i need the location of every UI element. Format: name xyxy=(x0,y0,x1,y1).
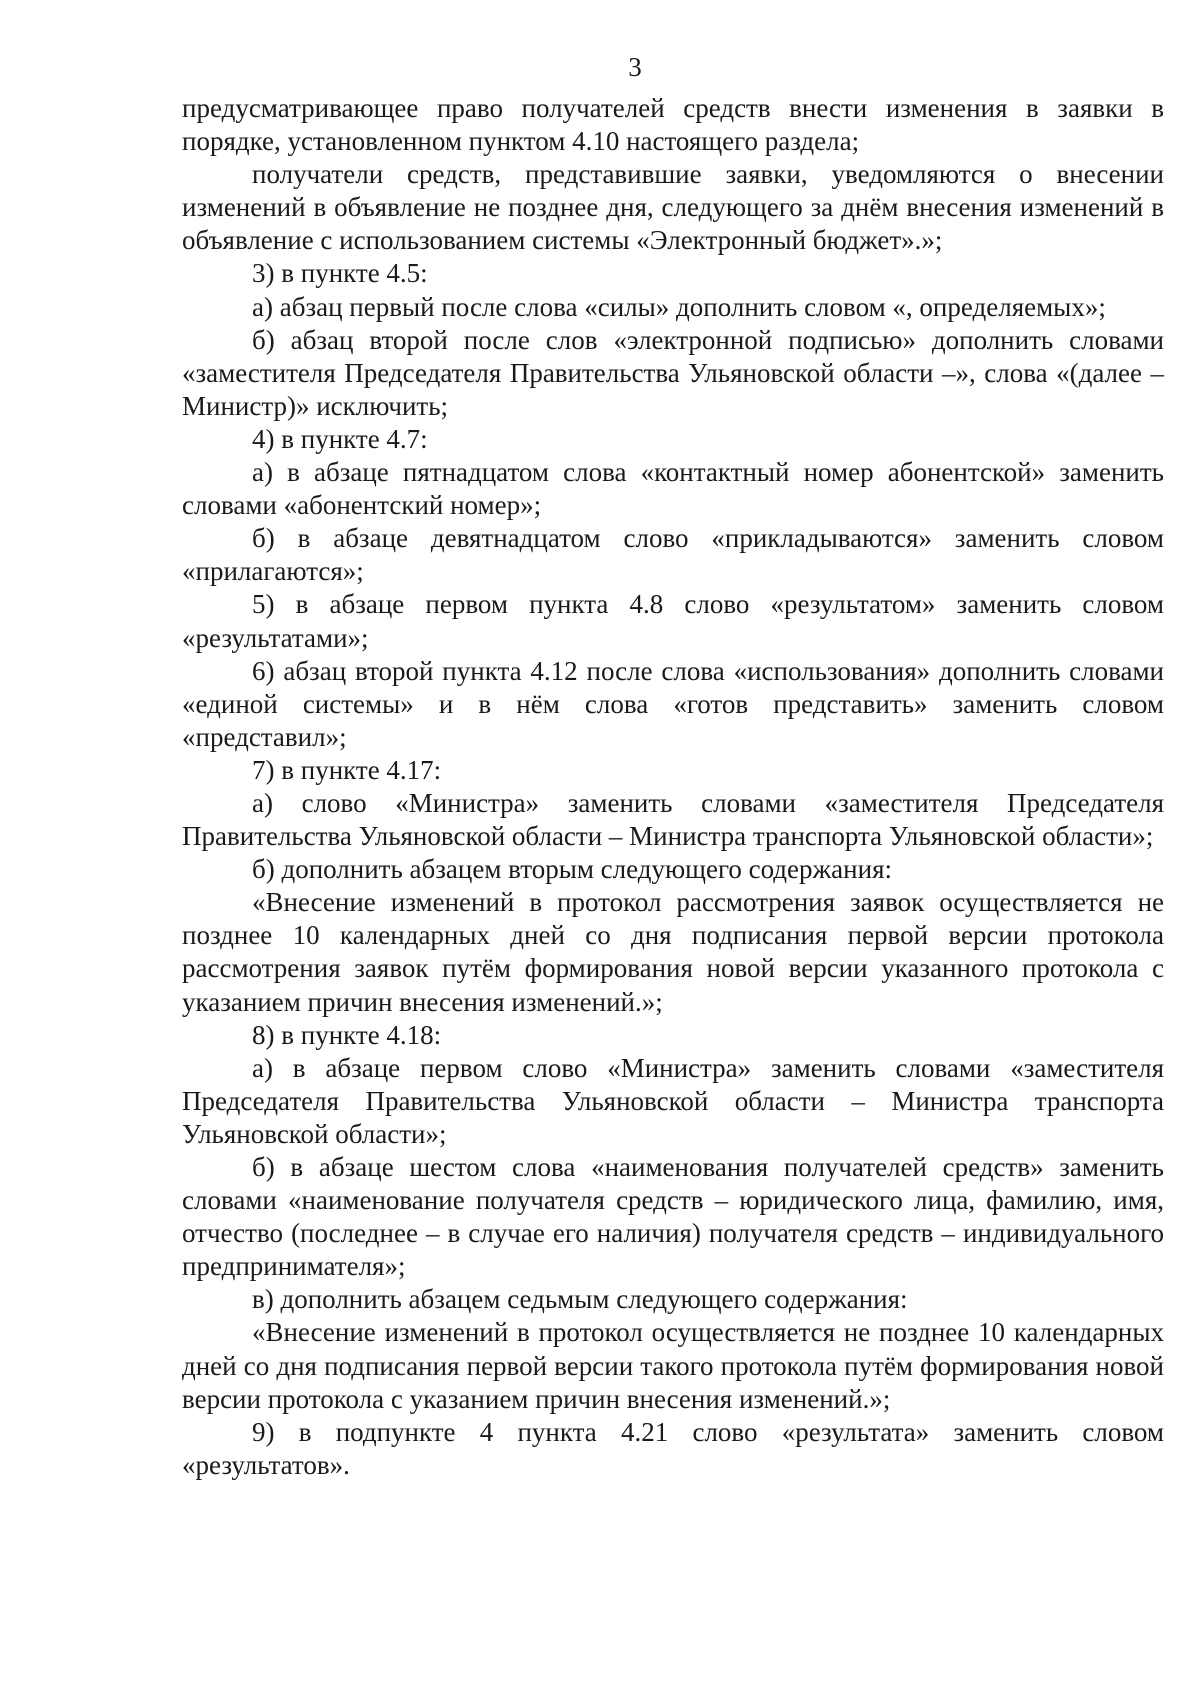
paragraph: б) в абзаце шестом слова «наименования получателей средств» заменить словами «наименование получателя средств – юридического лица, фамилию, имя, отчество (последнее – в случае его наличия) получателя средств – индивидуального предпринимателя»; xyxy=(182,1152,1164,1282)
paragraph: 5) в абзаце первом пункта 4.8 слово «результатом» заменить словом «результатами»; xyxy=(182,589,1164,653)
paragraph: 8) в пункте 4.18: xyxy=(252,1019,442,1050)
paragraph: а) в абзаце первом слово «Министра» заменить словами «заместителя Председателя Правительства Ульяновской области – Министра транспорта Ульяновской области»; xyxy=(182,1052,1164,1149)
paragraph: 7) в пункте 4.17: xyxy=(252,754,442,785)
paragraph: б) дополнить абзацем вторым следующего содержания: xyxy=(252,854,892,885)
paragraph: б) в абзаце девятнадцатом слово «прикладываются» заменить словом «прилагаются»; xyxy=(182,523,1164,587)
paragraph: предусматривающее право получателей средств внести изменения в заявки в порядке, установленном пунктом 4.10 настоящего раздела; xyxy=(182,93,1164,157)
paragraph: «Внесение изменений в протокол осуществляется не позднее 10 календарных дней со дня подписания первой версии такого протокола путём формирования новой версии протокола с указанием причин внесения изменений.»; xyxy=(182,1317,1164,1414)
paragraph: в) дополнить абзацем седьмым следующего содержания: xyxy=(252,1284,908,1315)
page-number: 3 xyxy=(628,52,642,82)
paragraph: 6) абзац второй пункта 4.12 после слова «использования» дополнить словами «единой системы» и в нём слова «готов представить» заменить словом «представил»; xyxy=(182,655,1164,752)
paragraph: а) слово «Министра» заменить словами «заместителя Председателя Правительства Ульяновской области – Министра транспорта Ульяновской области»; xyxy=(182,787,1164,852)
paragraph: а) абзац первый после слова «силы» дополнить словом «, определяемых»; xyxy=(252,291,1106,322)
paragraph: а) в абзаце пятнадцатом слова «контактный номер абонентской» заменить словами «абонентский номер»; xyxy=(182,457,1164,521)
paragraph: 4) в пункте 4.7: xyxy=(252,423,428,454)
paragraph: «Внесение изменений в протокол рассмотрения заявок осуществляется не позднее 10 календарных дней со дня подписания первой версии протокола рассмотрения заявок путём формирования новой версии указанного протокола с указанием причин внесения изменений.»; xyxy=(182,887,1164,1017)
paragraph: получатели средств, представившие заявки, уведомляются о внесении изменений в объявление не позднее дня, следующего за днём внесения изменений в объявление с использованием системы «Электронный бюджет».»; xyxy=(182,159,1164,256)
paragraph: б) абзац второй после слов «электронной подписью» дополнить словами «заместителя Председателя Правительства Ульяновской области –», слова «(далее – Министр)» исключить; xyxy=(182,324,1164,421)
document-body xyxy=(182,92,1164,1482)
paragraph: 3) в пункте 4.5: xyxy=(252,258,428,289)
paragraph: 9) в подпункте 4 пункта 4.21 слово «результата» заменить словом «результатов». xyxy=(182,1416,1164,1480)
